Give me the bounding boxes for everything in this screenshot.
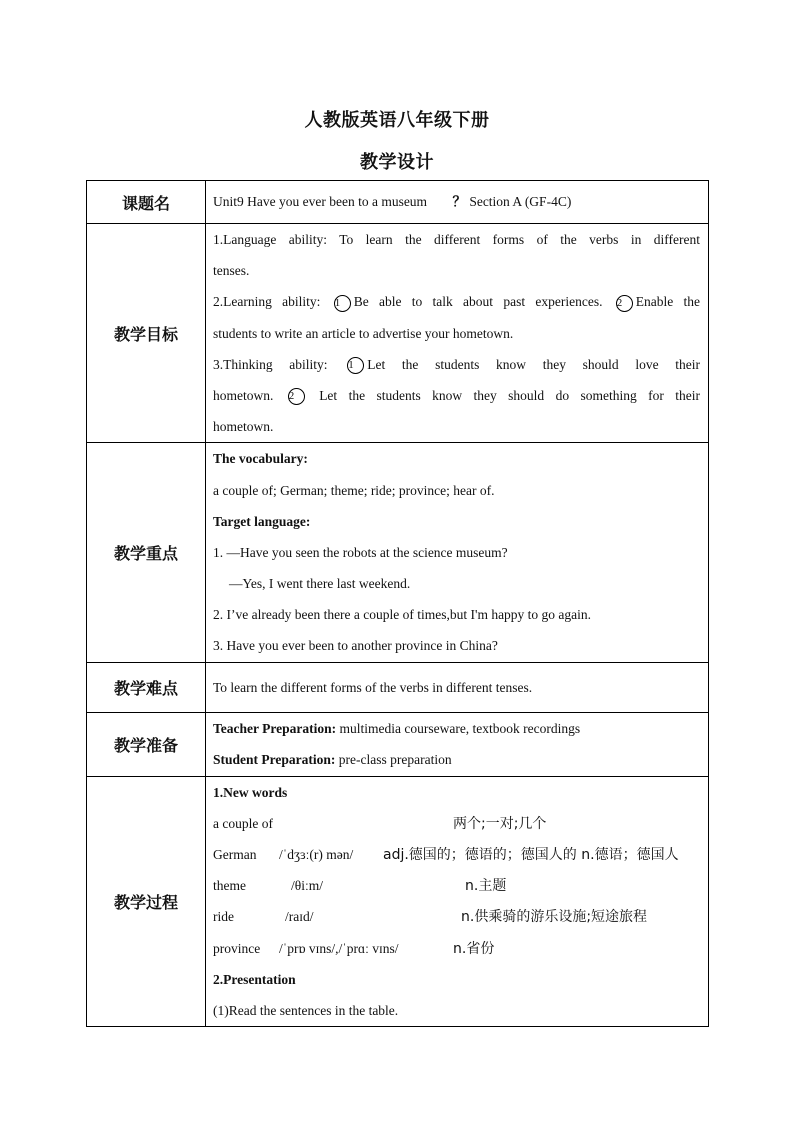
topic-unit: Unit9 Have you ever been to a museum [213, 194, 428, 210]
row-process [87, 776, 709, 1027]
goal-line-3-end: hometown. [213, 419, 274, 435]
circled-number: 2 [288, 388, 305, 405]
goal-2-b: Enable the [635, 294, 700, 310]
word-term: German [213, 847, 257, 862]
word-row [213, 808, 700, 839]
word-meaning: 两个;一对;几个 [453, 815, 547, 832]
word-phonetic: /θiːm/ [291, 878, 323, 894]
goal-3-cont-a: hometown. [213, 387, 274, 403]
word-phonetic: /ˈdʒɜː(r) mən/ [279, 847, 354, 862]
row-preparation [87, 712, 709, 776]
content-process [206, 776, 709, 1027]
goal-line-3 [213, 349, 700, 380]
topic-question-mark: ？ [452, 194, 466, 211]
target-sentence-3: 3. Have you ever been to another province in China? [213, 638, 498, 654]
lesson-plan-table [86, 180, 709, 1027]
row-difficult-points [87, 662, 709, 712]
student-prep-text: pre-class preparation [338, 752, 452, 768]
difficult-text: To learn the different forms of the verbs in different tenses. [213, 679, 533, 695]
goal-3-prefix: 3.Thinking ability: [213, 356, 328, 372]
content-preparation [206, 712, 709, 776]
goal-3-cont-b: Let the students know they should do something for their [319, 387, 700, 403]
word-term: province [213, 940, 261, 956]
label-goals: 教学目标 [87, 224, 206, 443]
word-row [213, 870, 700, 901]
content-goals [206, 224, 709, 443]
target-sentence-2: 2. I’ve already been there a couple of times,but I'm happy to go again. [213, 607, 592, 623]
row-goals [87, 224, 709, 443]
content-key-points [206, 443, 709, 662]
vocab-list: a couple of; German; theme; ride; province; hear of. [213, 482, 495, 498]
word-phonetic: /raɪd/ [285, 909, 314, 925]
word-meaning: n.主题 [465, 878, 507, 895]
word-phonetic: /ˈprɒ vɪns/,/ˈprɑː vɪns/ [279, 940, 399, 956]
circled-number: 1 [347, 357, 364, 374]
label-topic: 课题名 [87, 181, 206, 224]
word-meaning: n.省份 [453, 940, 495, 957]
word-row [213, 901, 700, 932]
goal-line-1-cont: tenses. [213, 263, 250, 279]
word-meaning: adj.德国的；德语的；德国人的 n.德语；德国人 [383, 847, 679, 863]
student-preparation [213, 744, 700, 775]
goal-2-prefix: 2.Learning ability: [213, 294, 321, 310]
goal-line-2-cont: students to write an article to advertise your hometown. [213, 325, 514, 341]
document-title: 人教版英语八年级下册 [304, 110, 490, 131]
goal-line-2 [213, 286, 700, 317]
vocab-heading: The vocabulary: [213, 451, 308, 467]
presentation-heading: 2.Presentation [213, 971, 296, 987]
label-difficult-points: 教学难点 [87, 662, 206, 712]
content-topic [206, 181, 709, 224]
target-sentence-1: 1. —Have you seen the robots at the science museum? [213, 544, 508, 560]
word-term: a couple of [213, 815, 273, 831]
word-meaning: n.供乘骑的游乐设施;短途旅程 [461, 909, 648, 926]
target-sentence-1-reply: —Yes, I went there last weekend. [229, 576, 411, 592]
word-term: ride [213, 909, 234, 925]
goal-3-a: Let the students know they should love their [367, 356, 700, 372]
goal-2-a: Be able to talk about past experiences. [353, 294, 603, 310]
goal-line-3-cont [213, 380, 700, 411]
row-topic [87, 181, 709, 224]
presentation-step-1: (1)Read the sentences in the table. [213, 1002, 399, 1018]
word-row [213, 839, 700, 870]
teacher-prep-text: multimedia courseware, textbook recordings [339, 720, 581, 736]
new-words-heading: 1.New words [213, 784, 288, 800]
circled-number: 1 [334, 295, 351, 312]
teacher-preparation [213, 713, 700, 744]
goal-line-1: 1.Language ability: To learn the different forms of the verbs in different [213, 232, 700, 247]
label-preparation: 教学准备 [87, 712, 206, 776]
circled-number: 2 [616, 295, 633, 312]
student-prep-heading: Student Preparation: [213, 752, 336, 768]
label-process: 教学过程 [87, 776, 206, 1027]
word-row [213, 933, 700, 964]
word-term: theme [213, 878, 246, 894]
row-key-points [87, 443, 709, 662]
target-heading: Target language: [213, 513, 311, 529]
topic-section: Section A (GF-4C) [469, 194, 572, 210]
content-difficult-points [206, 662, 709, 712]
teacher-prep-heading: Teacher Preparation: [213, 720, 337, 736]
document-subtitle: 教学设计 [360, 152, 434, 173]
label-key-points: 教学重点 [87, 443, 206, 662]
